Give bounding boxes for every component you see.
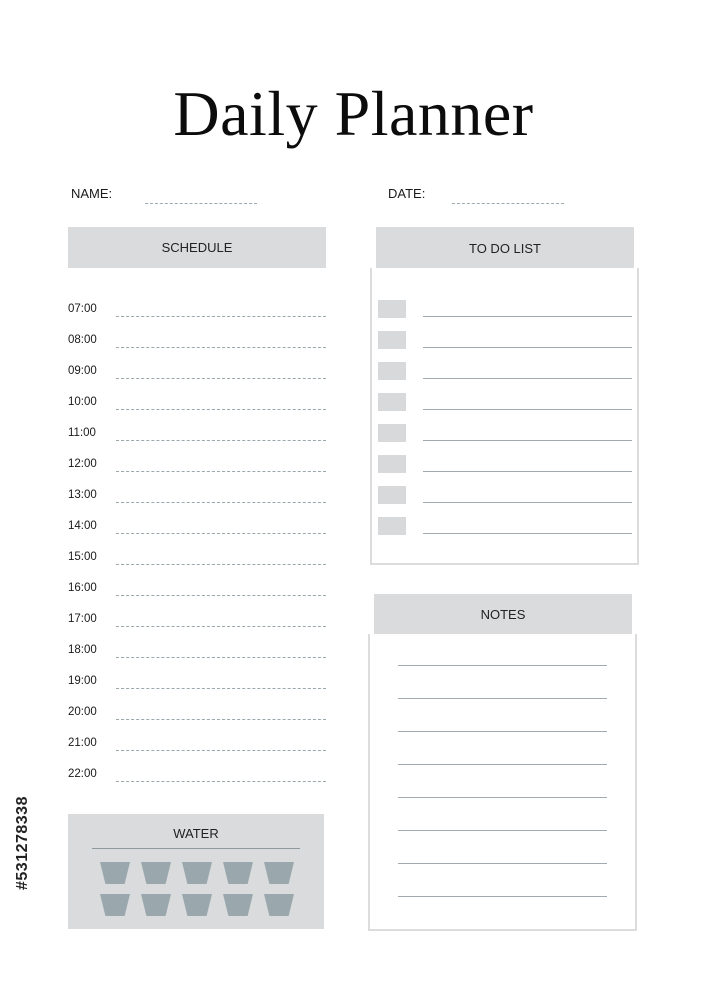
- todo-checkbox[interactable]: [378, 455, 406, 473]
- schedule-time: 07:00: [68, 303, 97, 315]
- date-label: DATE:: [388, 186, 426, 201]
- schedule-line[interactable]: [116, 440, 326, 441]
- schedule-time: 22:00: [68, 768, 97, 780]
- todo-header-label: TO DO LIST: [469, 240, 541, 256]
- todo-header: [376, 227, 634, 270]
- date-field[interactable]: [452, 203, 564, 204]
- schedule-header-label: SCHEDULE: [161, 239, 233, 255]
- schedule-line[interactable]: [116, 564, 326, 565]
- schedule-line[interactable]: [116, 781, 326, 782]
- water-header: WATER: [173, 826, 219, 841]
- todo-checkbox[interactable]: [378, 517, 406, 535]
- schedule-header: [68, 227, 326, 268]
- schedule-line[interactable]: [116, 409, 326, 410]
- schedule-time: 13:00: [68, 489, 97, 501]
- todo-line[interactable]: [423, 471, 632, 472]
- schedule-time: 15:00: [68, 551, 97, 563]
- notes-line[interactable]: [398, 764, 607, 765]
- schedule-time: 09:00: [68, 365, 97, 377]
- schedule-line[interactable]: [116, 750, 326, 751]
- schedule-line[interactable]: [116, 688, 326, 689]
- schedule-time: 20:00: [68, 706, 97, 718]
- notes-line[interactable]: [398, 797, 607, 798]
- todo-checkbox[interactable]: [378, 424, 406, 442]
- todo-checkbox[interactable]: [378, 362, 406, 380]
- schedule-line[interactable]: [116, 626, 326, 627]
- schedule-time: 10:00: [68, 396, 97, 408]
- schedule-time: 08:00: [68, 334, 97, 346]
- schedule-time: 16:00: [68, 582, 97, 594]
- notes-line[interactable]: [398, 863, 607, 864]
- todo-line[interactable]: [423, 409, 632, 410]
- todo-checkbox[interactable]: [378, 331, 406, 349]
- notes-header-label: NOTES: [480, 607, 526, 622]
- schedule-line[interactable]: [116, 657, 326, 658]
- side-id-label: #531278338: [14, 796, 31, 890]
- todo-line[interactable]: [423, 378, 632, 379]
- name-field[interactable]: [145, 203, 257, 204]
- schedule-line[interactable]: [116, 347, 326, 348]
- schedule-line[interactable]: [116, 471, 326, 472]
- todo-line[interactable]: [423, 347, 632, 348]
- todo-line[interactable]: [423, 440, 632, 441]
- schedule-time: 14:00: [68, 520, 97, 532]
- todo-panel: [370, 268, 639, 565]
- notes-line[interactable]: [398, 830, 607, 831]
- schedule-line[interactable]: [116, 719, 326, 720]
- todo-checkbox[interactable]: [378, 300, 406, 318]
- schedule-time: 17:00: [68, 613, 97, 625]
- name-label: NAME:: [71, 186, 113, 201]
- notes-line[interactable]: [398, 665, 607, 666]
- todo-checkbox[interactable]: [378, 486, 406, 504]
- notes-line[interactable]: [398, 698, 607, 699]
- schedule-time: 18:00: [68, 644, 97, 656]
- schedule-time: 12:00: [68, 458, 97, 470]
- todo-line[interactable]: [423, 533, 632, 534]
- schedule-time: 11:00: [68, 427, 96, 439]
- todo-checkbox[interactable]: [378, 393, 406, 411]
- todo-line[interactable]: [423, 316, 632, 317]
- page-title: Daily Planner: [173, 78, 534, 149]
- schedule-line[interactable]: [116, 595, 326, 596]
- schedule-line[interactable]: [116, 502, 326, 503]
- todo-line[interactable]: [423, 502, 632, 503]
- notes-line[interactable]: [398, 896, 607, 897]
- notes-header: [374, 594, 632, 636]
- schedule-line[interactable]: [116, 533, 326, 534]
- water-divider: [92, 848, 300, 849]
- notes-line[interactable]: [398, 731, 607, 732]
- schedule-line[interactable]: [116, 378, 326, 379]
- notes-panel: [368, 634, 637, 931]
- schedule-line[interactable]: [116, 316, 326, 317]
- schedule-time: 19:00: [68, 675, 97, 687]
- schedule-time: 21:00: [68, 737, 97, 749]
